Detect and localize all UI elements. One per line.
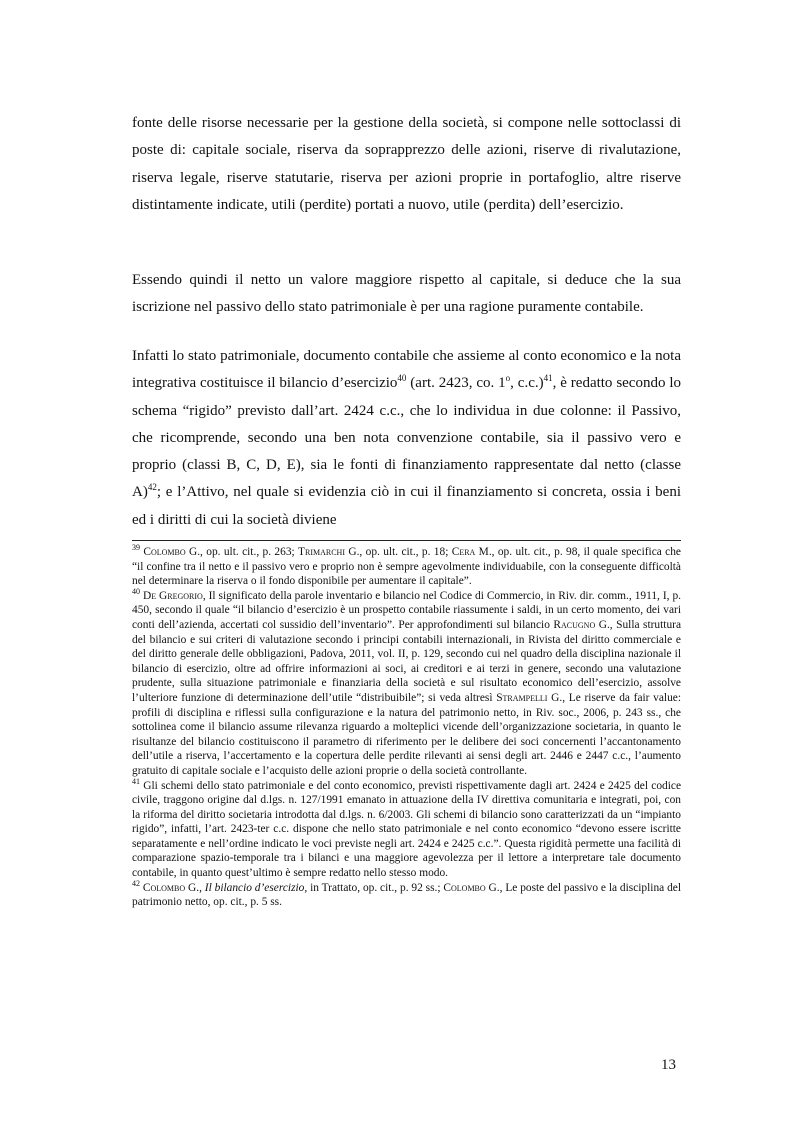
- author-name: Colombo: [143, 546, 186, 558]
- footnote-text: in Trattato, op. cit., p. 92 ss.;: [307, 881, 444, 894]
- author-name: Colombo: [443, 881, 486, 894]
- author-name: Racugno: [553, 618, 596, 631]
- footnote-ref-41[interactable]: 41: [543, 373, 553, 384]
- footnote-text: Gli schemi dello stato patrimoniale e del conto economico, previsti rispettivamente dagli art. 2424 e 2425 del codice civile, traggono origine dal d.lgs. n. 127/1991 emanato in attuazione della IV direttiva comunitaria e integrati, poi, con la riforma del diritto societaria introdotta dal d.lgs. n. 6/2003. Gli schemi di bilancio sono caratterizzati da un “impianto rigido”, infatti, l’art. 2423-ter c.c. dispone che nello stato patrimoniale e nel conto economico “devono essere iscritte separatamente e nell’ordine indicato le voci previste negli art. 2424 e 2425 c.c.”. Questa rigidità permette una facilità di comparazione spazio-temporale tra i bilanci e una maggiore agevolezza per il lettore a interpretare tale documento contabile, in quanto quest’ultimo è sempre redatto nello stesso modo.: [132, 779, 681, 880]
- footnote-text: G.,: [185, 881, 205, 894]
- footnote-text: , Il significato della parole inventario e bilancio nel Codice di Commercio, in Riv. dir. comm., 1911, I, p. 450, secondo il quale “il bilancio d’esercizio è un prospetto contabile riassumente i saldi, in un certo momento, dei vari conti dell’azienda, accertati col sussidio dell’inventario”. Per approfondimenti sul bilancio: [132, 589, 681, 631]
- page-number: 13: [661, 1057, 676, 1073]
- footnote-40: [132, 586, 681, 779]
- author-name: Colombo: [142, 881, 186, 894]
- paragraph-text: , è redatto secondo lo schema “rigido” previsto dall’art. 2424 c.c., che lo individua in due colonne: il Passivo, che ricomprende, secondo una ben nota convenzione contabile, sia il passivo vero e proprio (classi B, C, D, E), sia le fonti di finanziamento rappresentate dal netto (classe A): [132, 375, 682, 501]
- footnote-text: G., Le poste del passivo e la disciplina del patrimonio netto, op. cit., p. 5 ss.: [132, 881, 681, 909]
- body-paragraph-2: Essendo quindi il netto un valore maggiore rispetto al capitale, si deduce che la sua iscrizione nel passivo dello stato patrimoniale è per una ragione puramente contabile.: [132, 272, 681, 316]
- footnote-number: 39: [132, 543, 140, 553]
- footnote-separator: [132, 540, 681, 541]
- body-paragraph-1: fonte delle risorse necessarie per la gestione della società, si compone nelle sottoclassi di poste di: capitale sociale, riserva da soprapprezzo delle azioni, riserve di rivalutazione, riserva legale, riserve statutarie, riserva per azioni proprie in portafoglio, altre riserve distintamente indicate, utili (perdite) portati a nuovo, utile (perdita) dell’esercizio.: [132, 115, 681, 213]
- footnote-39: [132, 545, 681, 589]
- author-name: Trimarchi: [298, 546, 345, 558]
- footnote-number: 41: [132, 776, 140, 786]
- paragraph-text: (art. 2423, co. 1: [406, 375, 506, 392]
- footnote-text: M., op. ult. cit., p. 98, il quale specifica che “il confine tra il netto e il passivo vero e proprio non è sempre agevolmente individuabile, con la conseguente difficoltà nel determinare la riserva o il fondo disponibile per aumentare il capitale”.: [132, 546, 681, 588]
- footnote-ref-42[interactable]: 42: [147, 482, 157, 493]
- author-name: De Gregorio: [142, 589, 203, 602]
- footnote-42: [132, 878, 681, 910]
- work-title: Il bilancio d’esercizio,: [204, 881, 308, 894]
- body-paragraph-3: [132, 343, 681, 534]
- footnote-number: 40: [132, 586, 140, 596]
- footnote-text: G., op. ult. cit., p. 18;: [345, 546, 452, 558]
- paragraph-text: Infatti lo stato patrimoniale, documento contabile che assieme al conto economico e la nota integrativa costituisce il bilancio d’esercizio: [132, 348, 681, 392]
- footnote-41: [132, 776, 681, 881]
- paragraph-text: ; e l’Attivo, nel quale si evidenzia ciò in cui il finanziamento si concreta, ossia i beni ed i diritti di cui la società diviene: [132, 484, 681, 528]
- footnote-text: G., Sulla struttura del bilancio e sui criteri di valutazione secondo i principi contabili internazionali, in Rivista del diritto commerciale e del diritto generale delle obbligazioni, Padova, 2011, vol. II, p. 129, secondo cui nel quadro della disciplina nazionale il bilancio di esercizio, oltre ad offrire informazioni ai soci, ai creditori e ai terzi in genere, secondo una valutazione prudente, sulla situazione patrimoniale e finanziaria della società e sul risultato economico dell’esercizio, assolve l’ulteriore funzione di determinazione dell’utile “distribuibile”; si veda altresì: [132, 618, 681, 704]
- author-name: Strampelli: [496, 691, 548, 704]
- footnote-number: 42: [132, 878, 140, 888]
- author-name: Cera: [451, 546, 476, 558]
- footnote-text: G., Le riserve da fair value: profili di disciplina e riflessi sulla configurazione e la natura del patrimonio netto, in Riv. soc., 2006, p. 243 ss., che sottolinea come il bilancio assume rilevanza riguardo a molteplici vicende dell’organizzazione societaria, in quanto le risultanze del bilancio costituiscono il parametro di riferimento per le delibere dei soci concernenti l’accantonamento dell’utile a riserva, l’accertamento e la copertura delle perdite rilevanti ai sensi degli art. 2446 e 2447 c.c., l’aumento gratuito di capitale sociale e l’acquisto delle azioni proprie o della società controllante.: [132, 691, 681, 777]
- paragraph-text: , c.c.): [510, 375, 544, 392]
- degree-superscript: o: [505, 373, 511, 384]
- footnotes: [132, 545, 681, 910]
- footnote-text: G., op. ult. cit., p. 263;: [185, 546, 299, 558]
- footnote-ref-40[interactable]: 40: [397, 373, 407, 384]
